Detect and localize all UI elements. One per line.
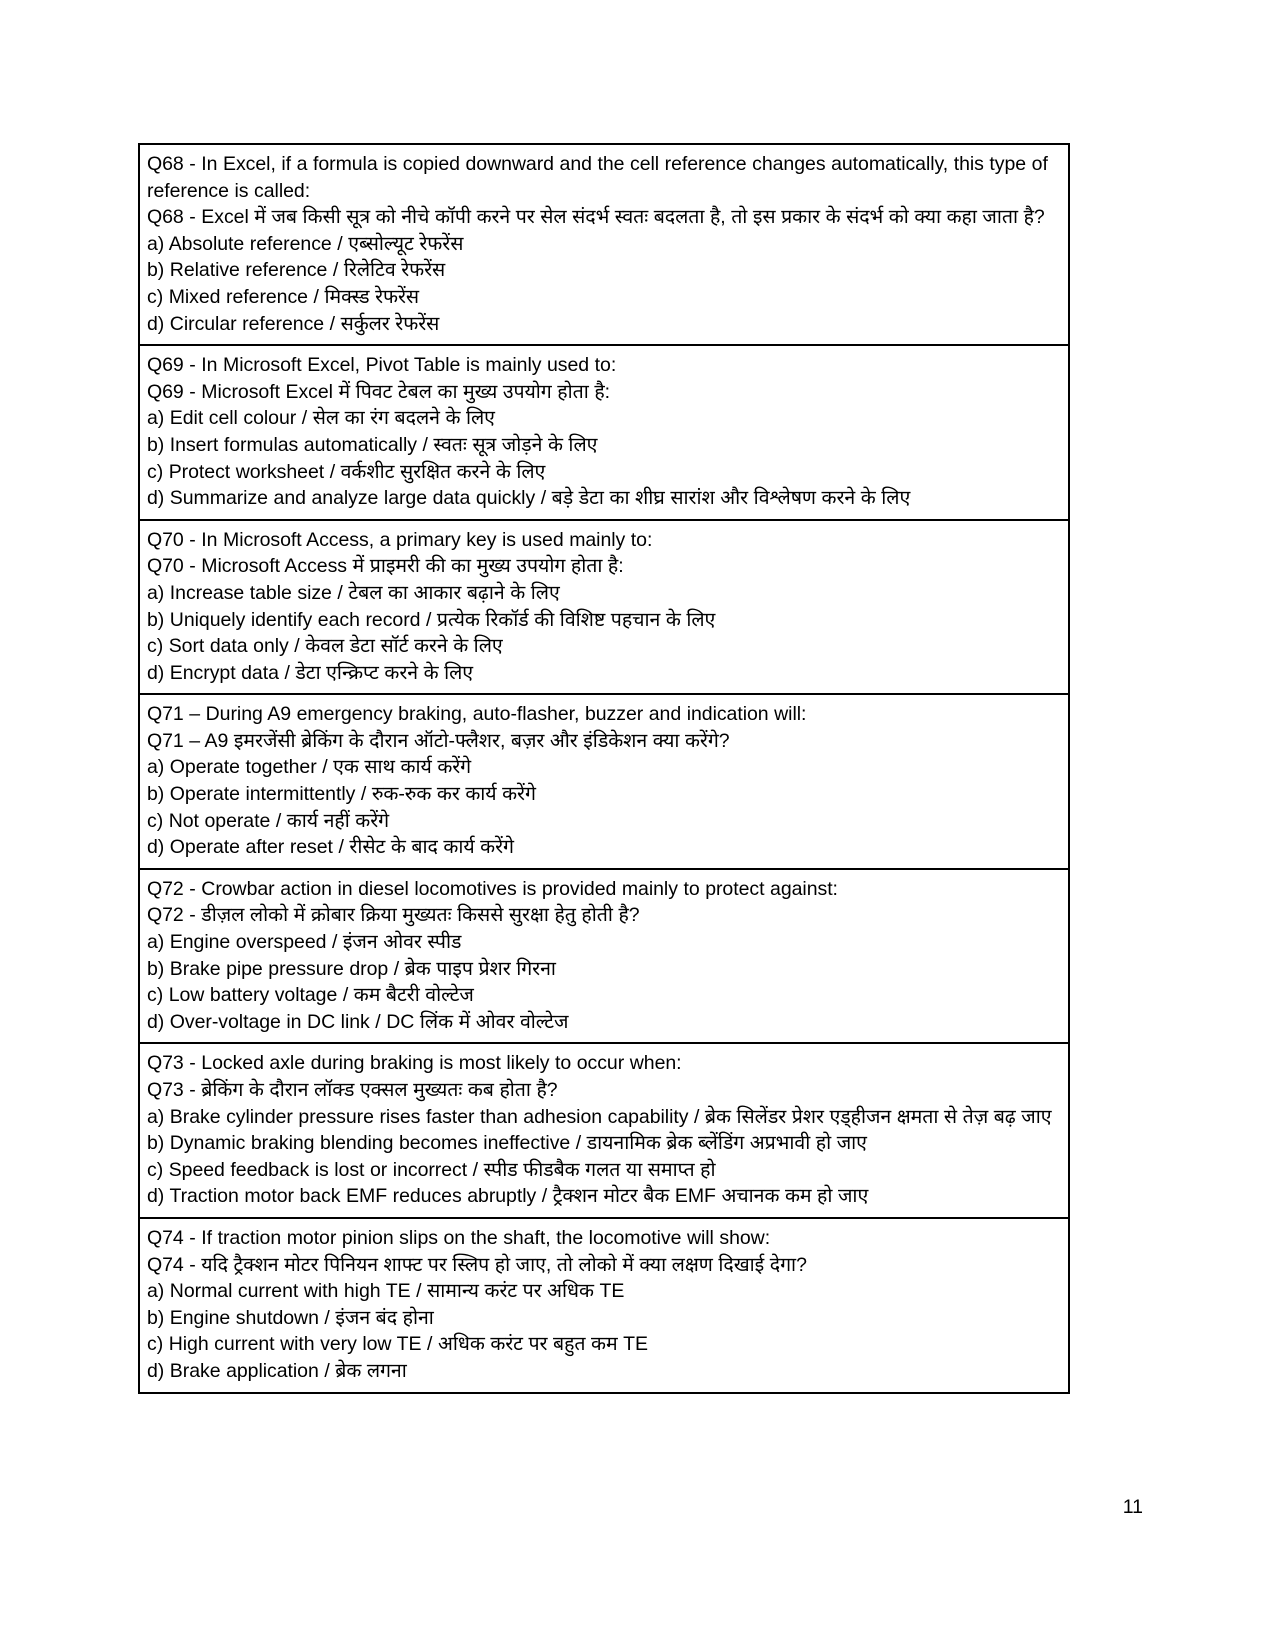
question-stem-hi: Q68 - Excel में जब किसी सूत्र को नीचे कॉपी करने पर सेल संदर्भ स्वतः बदलता है, तो इस प्रकार के संदर्भ को क्या कहा जाता है? [147, 206, 1045, 229]
question-stem-hi: Q72 - डीज़ल लोको में क्रोबार क्रिया मुख्यतः किससे सुरक्षा हेतु होती है? [147, 904, 640, 927]
option-b[interactable]: b) Operate intermittently / रुक-रुक कर कार्य करेंगे [147, 783, 536, 806]
question-block-q73 [140, 1044, 1068, 1219]
question-stem-en: Q73 - Locked axle during braking is most likely to occur when: [147, 1052, 682, 1075]
question-stem-en: Q70 - In Microsoft Access, a primary key is used mainly to: [147, 528, 653, 551]
question-stem-en: Q68 - In Excel, if a formula is copied downward and the cell reference changes automatically, this type of reference is called: [147, 153, 1048, 202]
option-c[interactable]: c) Speed feedback is lost or incorrect / स्पीड फीडबैक गलत या समाप्त हो [147, 1158, 716, 1181]
option-b[interactable]: b) Dynamic braking blending becomes ineffective / डायनामिक ब्रेक ब्लेंडिंग अप्रभावी हो जाए [147, 1132, 867, 1155]
option-a[interactable]: a) Normal current with high TE / सामान्य करंट पर अधिक TE [147, 1280, 625, 1303]
option-b[interactable]: b) Engine shutdown / इंजन बंद होना [147, 1306, 434, 1329]
option-a[interactable]: a) Edit cell colour / सेल का रंग बदलने के लिए [147, 407, 495, 430]
option-c[interactable]: c) Sort data only / केवल डेटा सॉर्ट करने के लिए [147, 635, 503, 658]
option-c[interactable]: c) Protect worksheet / वर्कशीट सुरक्षित करने के लिए [147, 460, 546, 483]
question-block-q68 [140, 145, 1068, 346]
question-block-q74 [140, 1219, 1068, 1392]
question-stem-en: Q74 - If traction motor pinion slips on the shaft, the locomotive will show: [147, 1226, 771, 1249]
question-stem-hi: Q69 - Microsoft Excel में पिवट टेबल का मुख्य उपयोग होता है: [147, 380, 611, 403]
option-d[interactable]: d) Encrypt data / डेटा एन्क्रिप्ट करने के लिए [147, 661, 474, 684]
question-stem-hi: Q71 – A9 इमरजेंसी ब्रेकिंग के दौरान ऑटो-फ्लैशर, बज़र और इंडिकेशन क्या करेंगे? [147, 729, 730, 752]
option-c[interactable]: c) High current with very low TE / अधिक करंट पर बहुत कम TE [147, 1333, 648, 1356]
option-d[interactable]: d) Operate after reset / रीसेट के बाद कार्य करेंगे [147, 836, 514, 859]
question-block-q70 [140, 521, 1068, 696]
option-d[interactable]: d) Traction motor back EMF reduces abruptly / ट्रैक्शन मोटर बैक EMF अचानक कम हो जाए [147, 1185, 869, 1208]
option-a[interactable]: a) Operate together / एक साथ कार्य करेंगे [147, 756, 472, 779]
option-c[interactable]: c) Low battery voltage / कम बैटरी वोल्टेज [147, 984, 474, 1007]
option-d[interactable]: d) Summarize and analyze large data quickly / बड़े डेटा का शीघ्र सारांश और विश्लेषण करने के लिए [147, 487, 911, 510]
option-b[interactable]: b) Insert formulas automatically / स्वतः सूत्र जोड़ने के लिए [147, 433, 598, 456]
option-c[interactable]: c) Not operate / कार्य नहीं करेंगे [147, 809, 390, 832]
option-a[interactable]: a) Engine overspeed / इंजन ओवर स्पीड [147, 931, 462, 954]
page-number: 11 [1122, 1496, 1143, 1518]
option-a[interactable]: a) Brake cylinder pressure rises faster than adhesion capability / ब्रेक सिलेंडर प्रेशर एड्हीजन क्षमता से तेज़ बढ़ जाए [147, 1105, 1052, 1128]
question-block-q71 [140, 695, 1068, 870]
option-a[interactable]: a) Absolute reference / एब्सोल्यूट रेफरेंस [147, 232, 464, 255]
question-stem-hi: Q74 - यदि ट्रैक्शन मोटर पिनियन शाफ्ट पर स्लिप हो जाए, तो लोको में क्या लक्षण दिखाई देगा? [147, 1253, 807, 1276]
option-b[interactable]: b) Relative reference / रिलेटिव रेफरेंस [147, 259, 446, 282]
option-c[interactable]: c) Mixed reference / मिक्स्ड रेफरेंस [147, 285, 420, 308]
question-stem-hi: Q70 - Microsoft Access में प्राइमरी की का मुख्य उपयोग होता है: [147, 555, 624, 578]
option-b[interactable]: b) Brake pipe pressure drop / ब्रेक पाइप प्रेशर गिरना [147, 957, 556, 980]
question-block-q69 [140, 346, 1068, 521]
question-stem-en: Q72 - Crowbar action in diesel locomotives is provided mainly to protect against: [147, 877, 838, 900]
option-d[interactable]: d) Brake application / ब्रेक लगना [147, 1359, 407, 1382]
question-stem-en: Q71 – During A9 emergency braking, auto-flasher, buzzer and indication will: [147, 703, 807, 726]
question-block-q72 [140, 870, 1068, 1045]
option-b[interactable]: b) Uniquely identify each record / प्रत्येक रिकॉर्ड की विशिष्ट पहचान के लिए [147, 608, 716, 631]
question-table [138, 143, 1070, 1394]
option-d[interactable]: d) Circular reference / सर्कुलर रेफरेंस [147, 312, 440, 335]
option-d[interactable]: d) Over-voltage in DC link / DC लिंक में ओवर वोल्टेज [147, 1010, 569, 1033]
question-stem-hi: Q73 - ब्रेकिंग के दौरान लॉक्ड एक्सल मुख्यतः कब होता है? [147, 1079, 558, 1101]
question-stem-en: Q69 - In Microsoft Excel, Pivot Table is mainly used to: [147, 354, 617, 377]
option-a[interactable]: a) Increase table size / टेबल का आकार बढ़ाने के लिए [147, 581, 560, 604]
